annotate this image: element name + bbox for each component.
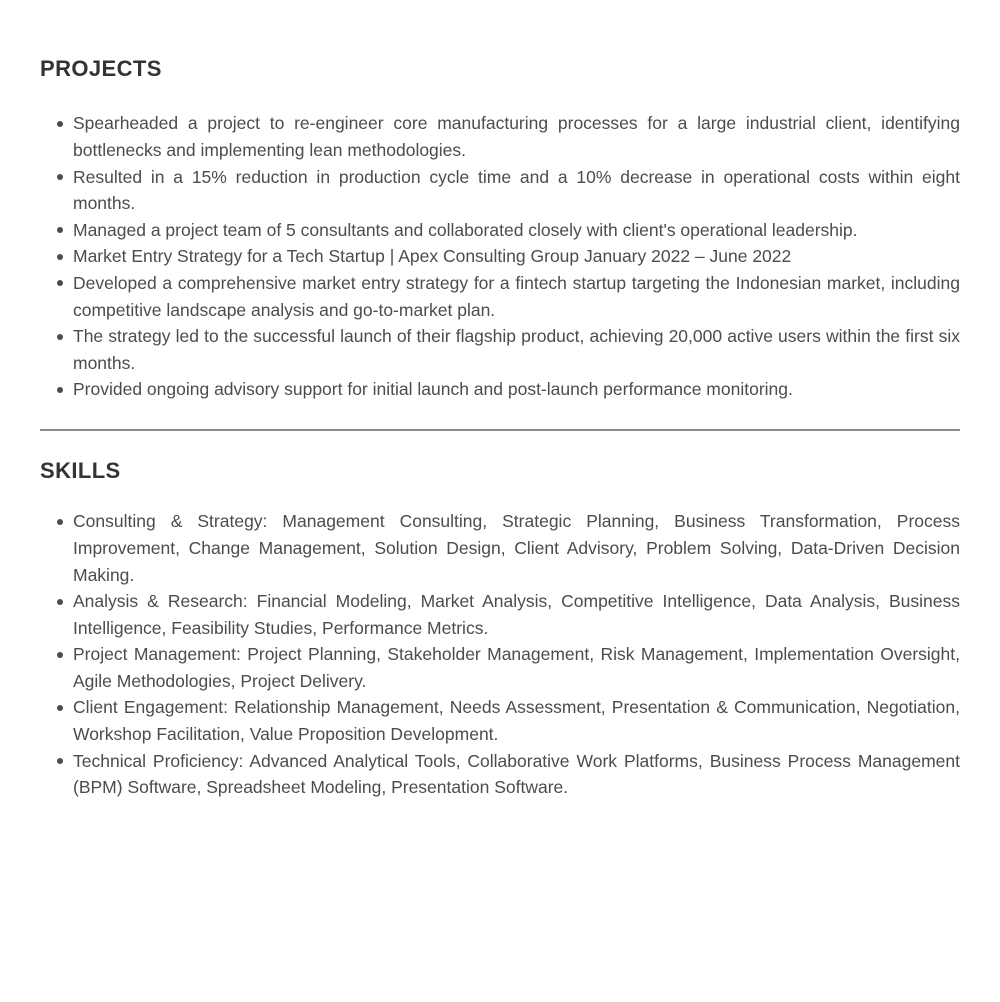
section-projects <box>40 56 960 403</box>
projects-bullet-list <box>40 110 960 403</box>
list-item: Managed a project team of 5 consultants and collaborated closely with client's operational leadership. <box>73 217 960 244</box>
list-item: Spearheaded a project to re-engineer core manufacturing processes for a large industrial client, identifying bottlenecks and implementing lean methodologies. <box>73 110 960 163</box>
list-item: Provided ongoing advisory support for initial launch and post-launch performance monitoring. <box>73 376 960 403</box>
list-item: Technical Proficiency: Advanced Analytical Tools, Collaborative Work Platforms, Business Process Management (BPM) Software, Spreadsheet Modeling, Presentation Software. <box>73 748 960 801</box>
section-divider <box>40 429 960 431</box>
list-item: Analysis & Research: Financial Modeling, Market Analysis, Competitive Intelligence, Data Analysis, Business Intelligence, Feasibility Studies, Performance Metrics. <box>73 588 960 641</box>
projects-section-title: PROJECTS <box>40 56 162 81</box>
list-item: Project Management: Project Planning, Stakeholder Management, Risk Management, Implementation Oversight, Agile Methodologies, Project Delivery. <box>73 641 960 694</box>
list-item: Resulted in a 15% reduction in production cycle time and a 10% decrease in operational costs within eight months. <box>73 164 960 217</box>
skills-section-title: SKILLS <box>40 457 121 483</box>
list-item: The strategy led to the successful launch of their flagship product, achieving 20,000 active users within the first six months. <box>73 323 960 376</box>
list-item: Market Entry Strategy for a Tech Startup | Apex Consulting Group January 2022 – June 2022 <box>73 243 960 270</box>
list-item: Client Engagement: Relationship Management, Needs Assessment, Presentation & Communication, Negotiation, Workshop Facilitation, Value Proposition Development. <box>73 694 960 747</box>
section-skills <box>40 458 960 801</box>
list-item: Developed a comprehensive market entry strategy for a fintech startup targeting the Indonesian market, including competitive landscape analysis and go-to-market plan. <box>73 270 960 323</box>
skills-bullet-list <box>40 508 960 801</box>
list-item: Consulting & Strategy: Management Consulting, Strategic Planning, Business Transformation, Process Improvement, Change Management, Solution Design, Client Advisory, Problem Solving, Data-Driven Decision Making. <box>73 508 960 588</box>
